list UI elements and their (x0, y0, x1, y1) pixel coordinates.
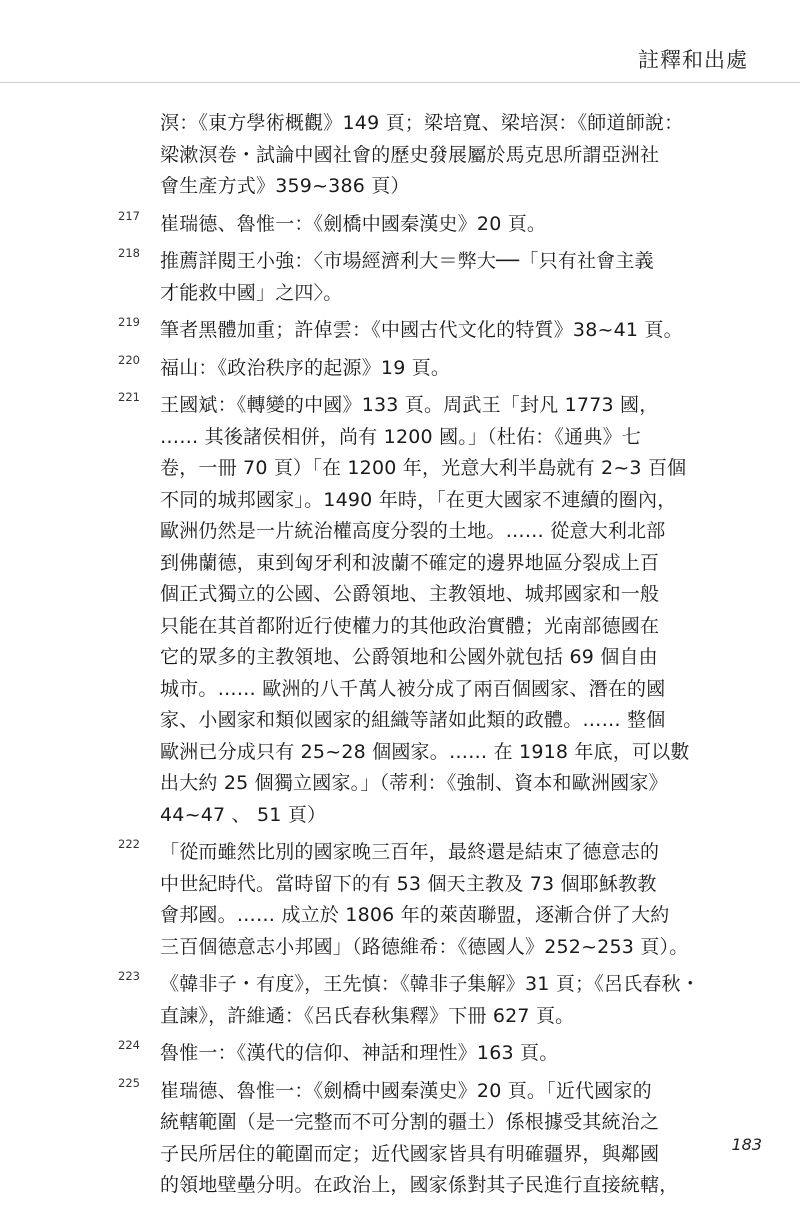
endnote-item (118, 108, 696, 203)
endnote-text-line: 城市。…… 歐洲的八千萬人被分成了兩百個國家、潛在的國 (160, 677, 666, 700)
endnote-text-line: 只能在其首都附近行使權力的其他政治實體；光南部德國在 (160, 614, 660, 637)
endnote-text-line: …… 其後諸侯相併，尚有 1200 國。」（杜佑：《通典》七 (160, 425, 641, 448)
endnote-text-line: 直諫》，許維遹：《呂氏春秋集釋》下冊 627 頁。 (160, 1004, 575, 1027)
endnote-text-line: 王國斌：《轉變的中國》133 頁。周武王「封凡 1773 國， (160, 394, 659, 416)
page-number: 183 (731, 1135, 762, 1154)
endnote-number: 218 (118, 246, 140, 260)
endnote-number: 220 (118, 352, 140, 367)
endnote-text-line: 子民所居住的範圍而定；近代國家皆具有明確疆界，與鄰國 (160, 1142, 660, 1165)
endnote-number: 225 (118, 1075, 140, 1090)
endnote-text-line: 家、小國家和類似國家的組織等諸如此類的政體。…… 整個 (160, 709, 666, 731)
endnote-text-line: 筆者黑體加重；許倬雲：《中國古代文化的特質》38~41 頁。 (160, 319, 683, 341)
endnote-item (118, 390, 696, 831)
endnote-text-line: 三百個德意志小邦國」（路德維希：《德國人》252~253 頁）。 (160, 935, 689, 958)
endnote-item (118, 246, 696, 309)
endnote-text-line: 到佛蘭德，東到匈牙利和波蘭不確定的邊界地區分裂成上百 (160, 551, 660, 574)
endnote-text-line: 會邦國。…… 成立於 1806 年的萊茵聯盟，逐漸合併了大約 (160, 904, 670, 926)
endnote-text-line: 出大約 25 個獨立國家。」（蒂利：《強制、資本和歐洲國家》 (160, 772, 668, 794)
endnote-item (118, 315, 696, 347)
endnote-text-line: 統轄範圍（是一完整而不可分割的疆土）係根據受其統治之 (160, 1111, 660, 1133)
endnote-text-line: 卷，一冊 70 頁）「在 1200 年，光意大利半島就有 2~3 百個 (160, 457, 687, 479)
endnote-number: 221 (118, 390, 140, 404)
endnote-text-line: 崔瑞德、魯惟一：《劍橋中國秦漢史》20 頁。 (160, 212, 547, 235)
endnote-item (118, 837, 696, 963)
endnote-text-line: 推薦詳閱王小強：〈市場經濟利大＝弊大──「只有社會主義 (160, 250, 654, 272)
endnote-item (118, 969, 700, 1032)
endnote-text-line: 歐洲仍然是一片統治權高度分裂的土地。…… 從意大利北部 (160, 520, 666, 542)
endnote-text-line: 才能救中國」之四〉。 (160, 281, 343, 304)
endnote-text-line: 「從而雖然比別的國家晚三百年，最終還是結束了德意志的 (160, 841, 660, 863)
endnote-text-line: 溟：《東方學術概觀》149 頁；梁培寬、梁培溟：《師道師說： (160, 112, 684, 134)
endnote-item (118, 1076, 696, 1202)
endnote-text-line: 它的眾多的主教領地、公爵領地和公國外就包括 69 個自由 (160, 646, 658, 668)
endnote-text-line: 的領地壁壘分明。在政治上，國家係對其子民進行直接統轄， (160, 1174, 679, 1196)
endnote-text-line: 崔瑞德、魯惟一：《劍橋中國秦漢史》20 頁。「近代國家的 (160, 1079, 652, 1102)
endnote-text-line: 44~47 、 51 頁） (160, 803, 327, 826)
endnote-text-line: 會生產方式》359~386 頁） (160, 175, 410, 197)
endnote-text-line: 不同的城邦國家」。1490 年時，「在更大國家不連續的圈內， (160, 488, 677, 511)
endnote-number: 224 (118, 1038, 140, 1052)
endnote-text-line: 梁漱溟卷・試論中國社會的歷史發展屬於馬克思所謂亞洲社 (160, 143, 660, 166)
endnote-text-line: 個正式獨立的公國、公爵領地、主教領地、城邦國家和一般 (160, 583, 660, 605)
endnote-text-line: 魯惟一：《漢代的信仰、神話和理性》163 頁。 (160, 1042, 559, 1064)
endnote-text-line: 《韓非子・有度》，王先慎：《韓非子集解》31 頁；《呂氏春秋・ (160, 973, 700, 995)
endnote-number: 219 (118, 315, 140, 329)
endnote-number: 223 (118, 969, 140, 983)
endnote-text-line: 福山：《政治秩序的起源》19 頁。 (160, 356, 451, 379)
header-divider (0, 82, 800, 83)
endnote-text-line: 歐洲已分成只有 25~28 個國家。…… 在 1918 年底，可以數 (160, 740, 690, 763)
endnote-number: 217 (118, 208, 140, 223)
endnote-item (118, 1038, 696, 1070)
endnote-text-line: 中世紀時代。當時留下的有 53 個天主教及 73 個耶穌教教 (160, 872, 657, 895)
running-header-title: 註釋和出處 (638, 48, 748, 72)
endnotes-list (118, 108, 700, 1208)
endnote-item (118, 353, 696, 385)
endnote-item (118, 209, 696, 241)
endnote-number: 222 (118, 837, 140, 851)
